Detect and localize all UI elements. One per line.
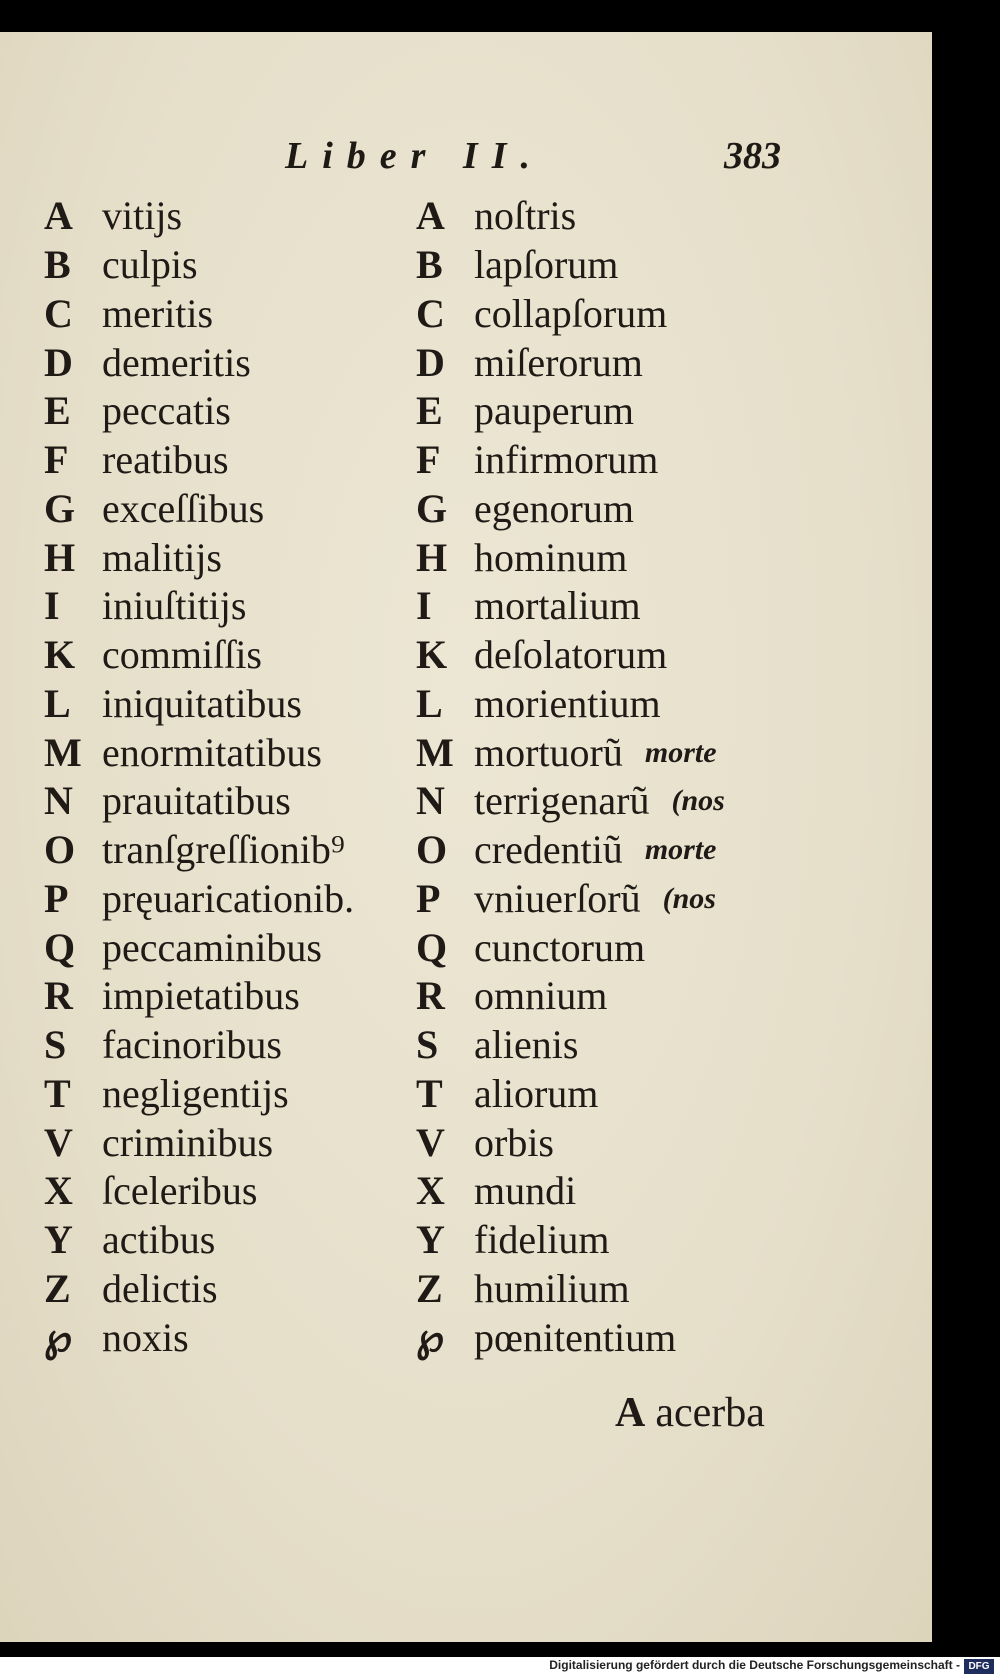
entry-word: reatibus xyxy=(102,437,229,483)
entry-word: mortuorũ xyxy=(474,729,623,775)
entry-word: fidelium xyxy=(474,1217,610,1263)
entry-note: (nos xyxy=(671,784,725,818)
digitization-credit: Digitalisierung gefördert durch die Deutsche Forschungsgemeinschaft - xyxy=(549,1658,960,1672)
left-entry xyxy=(44,1118,354,1167)
entry-word: mundi xyxy=(474,1168,577,1214)
right-entry xyxy=(416,1070,725,1119)
right-entry xyxy=(416,728,725,777)
entry-letter: S xyxy=(416,1022,439,1068)
left-entry xyxy=(44,1265,354,1314)
entry-word: tranſgreſſionib⁹ xyxy=(102,827,345,873)
left-entry xyxy=(44,533,354,582)
entry-word: pœnitentium xyxy=(474,1314,677,1360)
entry-letter: Z xyxy=(44,1265,71,1311)
entry-letter: F xyxy=(44,437,69,483)
right-entry xyxy=(416,875,725,924)
entry-word: omnium xyxy=(474,973,608,1019)
left-column xyxy=(44,192,354,1362)
left-entry xyxy=(44,1216,354,1265)
left-entry xyxy=(44,875,354,924)
entry-letter: X xyxy=(416,1168,445,1214)
entry-word: deſolatorum xyxy=(474,632,668,678)
left-entry xyxy=(44,290,354,339)
right-entry xyxy=(416,923,725,972)
right-entry xyxy=(416,338,725,387)
entry-word: negligentijs xyxy=(102,1070,289,1116)
entry-word: credentiũ xyxy=(474,827,623,873)
entry-note: morte xyxy=(644,833,717,867)
left-entry xyxy=(44,338,354,387)
entry-word: cunctorum xyxy=(474,924,646,970)
left-entry xyxy=(44,826,354,875)
left-entry xyxy=(44,728,354,777)
right-entry xyxy=(416,680,725,729)
entry-word: delictis xyxy=(102,1265,218,1311)
entry-word: iniuſtitijs xyxy=(102,583,247,629)
entry-letter: N xyxy=(416,778,445,824)
entry-letter: S xyxy=(44,1022,67,1068)
right-entry xyxy=(416,485,725,534)
entry-letter: Y xyxy=(416,1217,445,1263)
entry-letter: E xyxy=(416,388,443,434)
entry-letter: I xyxy=(44,583,60,629)
left-entry xyxy=(44,387,354,436)
catchword xyxy=(615,1389,765,1437)
left-entry xyxy=(44,1313,354,1362)
entry-letter: P xyxy=(44,875,69,921)
entry-letter: B xyxy=(416,242,443,288)
entry-letter: A xyxy=(44,193,73,239)
entry-word: iniquitatibus xyxy=(102,680,302,726)
entry-letter: L xyxy=(44,680,71,726)
entry-word: humilium xyxy=(474,1265,630,1311)
running-title: Liber II. xyxy=(285,135,544,177)
page-number: 383 xyxy=(724,135,781,177)
entry-word: malitijs xyxy=(102,534,222,580)
left-entry xyxy=(44,777,354,826)
page-header xyxy=(0,134,932,184)
catchword-word: acerba xyxy=(655,1390,765,1436)
entry-letter: C xyxy=(416,290,445,336)
entry-letter: T xyxy=(44,1070,71,1116)
entry-word: vniuerſorũ xyxy=(474,875,641,921)
catchword-letter: A xyxy=(615,1390,646,1436)
entry-word: vitijs xyxy=(102,193,183,239)
entry-letter: T xyxy=(416,1070,443,1116)
entry-word: infirmorum xyxy=(474,437,659,483)
right-entry xyxy=(416,1118,725,1167)
left-entry xyxy=(44,582,354,631)
entry-word: facinoribus xyxy=(102,1022,282,1068)
entry-word: collapſorum xyxy=(474,290,668,336)
entry-word: demeritis xyxy=(102,339,251,385)
entry-note: (nos xyxy=(662,881,716,915)
entry-word: noxis xyxy=(102,1314,189,1360)
entry-letter: G xyxy=(44,485,76,531)
entry-letter: ℘ xyxy=(416,1314,444,1360)
entry-letter: R xyxy=(44,973,73,1019)
right-entry xyxy=(416,777,725,826)
entry-letter: Q xyxy=(44,924,76,970)
right-entry xyxy=(416,1216,725,1265)
entry-word: criminibus xyxy=(102,1119,274,1165)
footer-bar xyxy=(0,1657,1000,1677)
left-entry xyxy=(44,680,354,729)
book-page xyxy=(0,32,932,1642)
right-entry xyxy=(416,241,725,290)
entry-letter: M xyxy=(44,729,82,775)
left-entry xyxy=(44,972,354,1021)
entry-letter: G xyxy=(416,485,448,531)
entry-letter: M xyxy=(416,729,454,775)
left-entry xyxy=(44,1021,354,1070)
entry-letter: V xyxy=(44,1119,73,1165)
right-entry xyxy=(416,826,725,875)
entry-word: impietatibus xyxy=(102,973,300,1019)
right-entry xyxy=(416,192,725,241)
right-entry xyxy=(416,1313,725,1362)
entry-letter: P xyxy=(416,875,441,921)
entry-letter: K xyxy=(44,632,76,678)
entry-letter: H xyxy=(44,534,76,580)
left-entry xyxy=(44,923,354,972)
entry-letter: X xyxy=(44,1168,73,1214)
entry-word: morientium xyxy=(474,680,661,726)
entry-word: pauperum xyxy=(474,388,634,434)
entry-letter: V xyxy=(416,1119,445,1165)
left-entry xyxy=(44,436,354,485)
entry-letter: Z xyxy=(416,1265,443,1311)
entry-word: meritis xyxy=(102,290,214,336)
entry-letter: Y xyxy=(44,1217,73,1263)
entry-word: aliorum xyxy=(474,1070,599,1116)
entry-letter: K xyxy=(416,632,448,678)
entry-word: commiſſis xyxy=(102,632,262,678)
entry-word: terrigenarũ xyxy=(474,778,650,824)
left-entry xyxy=(44,1070,354,1119)
left-entry xyxy=(44,631,354,680)
entry-letter: L xyxy=(416,680,443,726)
entry-letter: C xyxy=(44,290,73,336)
entry-word: alienis xyxy=(474,1022,579,1068)
right-entry xyxy=(416,582,725,631)
entry-word: lapſorum xyxy=(474,242,619,288)
right-entry xyxy=(416,972,725,1021)
entry-word: exceſſibus xyxy=(102,485,265,531)
right-entry xyxy=(416,436,725,485)
entry-word: miſerorum xyxy=(474,339,643,385)
entry-word: peccaminibus xyxy=(102,924,322,970)
right-entry xyxy=(416,1265,725,1314)
entry-word: ſceleribus xyxy=(102,1168,258,1214)
entry-letter: Q xyxy=(416,924,448,970)
entry-letter: D xyxy=(44,339,73,385)
right-entry xyxy=(416,290,725,339)
entry-word: mortalium xyxy=(474,583,641,629)
entry-word: enormitatibus xyxy=(102,729,322,775)
right-column xyxy=(416,192,725,1362)
entry-word: orbis xyxy=(474,1119,554,1165)
dfg-logo: DFG xyxy=(964,1659,994,1674)
entry-word: actibus xyxy=(102,1217,216,1263)
entry-note: morte xyxy=(644,735,717,769)
left-entry xyxy=(44,192,354,241)
entry-word: noſtris xyxy=(474,193,577,239)
entry-word: peccatis xyxy=(102,388,231,434)
right-entry xyxy=(416,533,725,582)
entry-letter: O xyxy=(416,827,448,873)
entry-letter: E xyxy=(44,388,71,434)
entry-letter: I xyxy=(416,583,432,629)
entry-letter: F xyxy=(416,437,441,483)
entry-letter: B xyxy=(44,242,71,288)
entry-letter: A xyxy=(416,193,445,239)
entry-letter: R xyxy=(416,973,445,1019)
left-entry xyxy=(44,241,354,290)
entry-letter: O xyxy=(44,827,76,873)
left-entry xyxy=(44,485,354,534)
entry-word: culpis xyxy=(102,242,198,288)
entry-letter: N xyxy=(44,778,73,824)
entry-letter: ℘ xyxy=(44,1314,72,1360)
entry-letter: D xyxy=(416,339,445,385)
left-entry xyxy=(44,1167,354,1216)
entry-word: pręuaricationib. xyxy=(102,875,355,921)
right-entry xyxy=(416,1167,725,1216)
entry-word: prauitatibus xyxy=(102,778,291,824)
entry-word: hominum xyxy=(474,534,628,580)
entry-letter: H xyxy=(416,534,448,580)
right-entry xyxy=(416,387,725,436)
entry-word: egenorum xyxy=(474,485,634,531)
right-entry xyxy=(416,1021,725,1070)
right-entry xyxy=(416,631,725,680)
